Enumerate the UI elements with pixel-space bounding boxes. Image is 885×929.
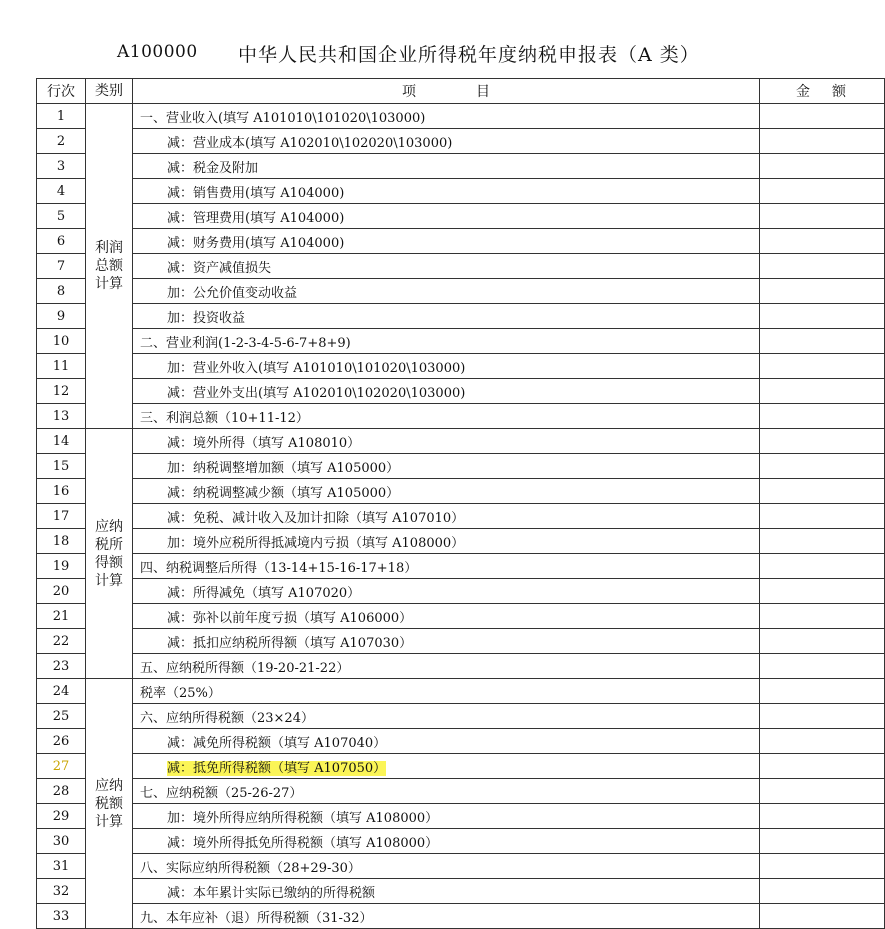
row-item-text: 减：财务费用(填写 A104000) bbox=[167, 235, 345, 251]
table-row bbox=[37, 829, 885, 854]
row-item bbox=[133, 304, 760, 329]
row-item-text: 税率（25%） bbox=[140, 685, 221, 701]
row-number: 12 bbox=[37, 379, 86, 404]
amount-cell[interactable] bbox=[760, 429, 885, 454]
amount-cell[interactable] bbox=[760, 304, 885, 329]
row-number: 2 bbox=[37, 129, 86, 154]
row-item bbox=[133, 354, 760, 379]
row-item bbox=[133, 629, 760, 654]
row-item bbox=[133, 854, 760, 879]
row-number: 7 bbox=[37, 254, 86, 279]
tax-return-table bbox=[36, 78, 885, 929]
category-cell bbox=[86, 429, 133, 679]
table-row bbox=[37, 804, 885, 829]
amount-cell[interactable] bbox=[760, 379, 885, 404]
row-number: 5 bbox=[37, 204, 86, 229]
row-item bbox=[133, 279, 760, 304]
row-item bbox=[133, 704, 760, 729]
row-number: 9 bbox=[37, 304, 86, 329]
table-row bbox=[37, 204, 885, 229]
table-row bbox=[37, 554, 885, 579]
row-item-text: 减：抵免所得税额（填写 A107050） bbox=[167, 760, 387, 776]
row-item-text: 减：免税、减计收入及加计扣除（填写 A107010） bbox=[167, 510, 465, 526]
row-number: 26 bbox=[37, 729, 86, 754]
row-item-text: 二、营业利润(1-2-3-4-5-6-7+8+9) bbox=[140, 335, 351, 351]
row-item-text: 三、利润总额（10+11-12） bbox=[140, 410, 309, 426]
row-number: 10 bbox=[37, 329, 86, 354]
table-row bbox=[37, 429, 885, 454]
row-number: 1 bbox=[37, 104, 86, 129]
table-row bbox=[37, 754, 885, 779]
row-item bbox=[133, 429, 760, 454]
amount-cell[interactable] bbox=[760, 179, 885, 204]
amount-cell[interactable] bbox=[760, 404, 885, 429]
row-item bbox=[133, 604, 760, 629]
row-item-text: 加：公允价值变动收益 bbox=[167, 285, 298, 301]
form-name: 中华人民共和国企业所得税年度纳税申报表（A 类） bbox=[238, 44, 700, 66]
table-row bbox=[37, 779, 885, 804]
row-number: 8 bbox=[37, 279, 86, 304]
table-row bbox=[37, 904, 885, 929]
row-item bbox=[133, 579, 760, 604]
table-row bbox=[37, 104, 885, 129]
row-item-text: 减：营业成本(填写 A102010\102020\103000) bbox=[167, 135, 453, 151]
amount-cell[interactable] bbox=[760, 329, 885, 354]
amount-cell[interactable] bbox=[760, 704, 885, 729]
table-row bbox=[37, 729, 885, 754]
row-item bbox=[133, 254, 760, 279]
row-item-text: 减：税金及附加 bbox=[167, 160, 259, 176]
row-item-text: 一、营业收入(填写 A101010\101020\103000) bbox=[140, 110, 426, 126]
amount-cell[interactable] bbox=[760, 754, 885, 779]
row-item-text: 七、应纳税额（25-26-27） bbox=[140, 785, 303, 801]
row-item-text: 九、本年应补（退）所得税额（31-32） bbox=[140, 910, 373, 926]
row-item bbox=[133, 679, 760, 704]
row-item bbox=[133, 379, 760, 404]
row-number: 25 bbox=[37, 704, 86, 729]
table-row bbox=[37, 154, 885, 179]
row-number: 11 bbox=[37, 354, 86, 379]
table-row bbox=[37, 454, 885, 479]
table-row bbox=[37, 254, 885, 279]
amount-cell[interactable] bbox=[760, 154, 885, 179]
row-item-text: 加：投资收益 bbox=[167, 310, 246, 326]
amount-cell[interactable] bbox=[760, 854, 885, 879]
form-title bbox=[0, 38, 833, 70]
row-item-text: 减：销售费用(填写 A104000) bbox=[167, 185, 345, 201]
category-cell bbox=[86, 679, 133, 929]
row-item-text: 减：管理费用(填写 A104000) bbox=[167, 210, 345, 226]
table-row bbox=[37, 629, 885, 654]
row-number: 6 bbox=[37, 229, 86, 254]
row-number: 29 bbox=[37, 804, 86, 829]
category-label-line: 税所 bbox=[95, 536, 123, 553]
row-number: 33 bbox=[37, 904, 86, 929]
row-number: 22 bbox=[37, 629, 86, 654]
amount-cell[interactable] bbox=[760, 254, 885, 279]
form-code: A100000 bbox=[117, 42, 198, 62]
amount-cell[interactable] bbox=[760, 904, 885, 929]
table-row bbox=[37, 504, 885, 529]
amount-cell[interactable] bbox=[760, 504, 885, 529]
row-item bbox=[133, 829, 760, 854]
row-number: 24 bbox=[37, 679, 86, 704]
row-item bbox=[133, 754, 760, 779]
amount-cell[interactable] bbox=[760, 629, 885, 654]
row-item bbox=[133, 229, 760, 254]
row-item-text: 加：境外应税所得抵减境内亏损（填写 A108000） bbox=[167, 535, 465, 551]
row-number: 14 bbox=[37, 429, 86, 454]
row-item bbox=[133, 804, 760, 829]
table-row bbox=[37, 479, 885, 504]
row-number: 27 bbox=[37, 754, 86, 779]
amount-cell[interactable] bbox=[760, 454, 885, 479]
row-number: 17 bbox=[37, 504, 86, 529]
category-label-line: 计算 bbox=[95, 813, 123, 830]
row-number: 21 bbox=[37, 604, 86, 629]
category-label-line: 应纳 bbox=[95, 777, 123, 794]
table-row bbox=[37, 654, 885, 679]
row-item-text: 减：本年累计实际已缴纳的所得税额 bbox=[167, 885, 376, 901]
row-item-text: 六、应纳所得税额（23×24） bbox=[140, 710, 314, 726]
amount-cell[interactable] bbox=[760, 579, 885, 604]
row-item bbox=[133, 404, 760, 429]
row-item bbox=[133, 729, 760, 754]
category-label-line: 得额 bbox=[95, 554, 123, 571]
table-header-row bbox=[37, 79, 885, 104]
category-label-line: 应纳 bbox=[95, 518, 123, 535]
amount-cell[interactable] bbox=[760, 829, 885, 854]
row-item bbox=[133, 479, 760, 504]
row-item-text: 加：境外所得应纳所得税额（填写 A108000） bbox=[167, 810, 439, 826]
row-item-text: 四、纳税调整后所得（13-14+15-16-17+18） bbox=[140, 560, 418, 576]
row-item bbox=[133, 554, 760, 579]
row-number: 16 bbox=[37, 479, 86, 504]
table-row bbox=[37, 579, 885, 604]
amount-cell[interactable] bbox=[760, 779, 885, 804]
table-row bbox=[37, 379, 885, 404]
row-number: 31 bbox=[37, 854, 86, 879]
row-item-text: 减：境外所得（填写 A108010） bbox=[167, 435, 361, 451]
table-row bbox=[37, 304, 885, 329]
row-item bbox=[133, 904, 760, 929]
table-row bbox=[37, 129, 885, 154]
row-item bbox=[133, 179, 760, 204]
category-label-line: 利润 bbox=[95, 240, 123, 256]
table-row bbox=[37, 404, 885, 429]
row-item bbox=[133, 104, 760, 129]
amount-cell[interactable] bbox=[760, 204, 885, 229]
row-item bbox=[133, 329, 760, 354]
amount-cell[interactable] bbox=[760, 879, 885, 904]
category-label-line: 税额 bbox=[95, 795, 123, 812]
category-label-line: 计算 bbox=[95, 572, 123, 589]
row-item-text: 减：所得减免（填写 A107020） bbox=[167, 585, 361, 601]
amount-cell[interactable] bbox=[760, 804, 885, 829]
row-item-text: 减：弥补以前年度亏损（填写 A106000） bbox=[167, 610, 413, 626]
row-number: 19 bbox=[37, 554, 86, 579]
row-number: 15 bbox=[37, 454, 86, 479]
table-row bbox=[37, 354, 885, 379]
table-row bbox=[37, 179, 885, 204]
row-item bbox=[133, 529, 760, 554]
amount-cell[interactable] bbox=[760, 554, 885, 579]
amount-cell[interactable] bbox=[760, 729, 885, 754]
row-item bbox=[133, 879, 760, 904]
row-item-text: 减：抵扣应纳税所得额（填写 A107030） bbox=[167, 635, 413, 651]
row-number: 28 bbox=[37, 779, 86, 804]
row-number: 13 bbox=[37, 404, 86, 429]
header-row-number: 行次 bbox=[37, 79, 86, 104]
row-item-text: 减：境外所得抵免所得税额（填写 A108000） bbox=[167, 835, 439, 851]
category-label-line: 计算 bbox=[95, 276, 123, 292]
table-row bbox=[37, 329, 885, 354]
row-item bbox=[133, 504, 760, 529]
amount-cell[interactable] bbox=[760, 654, 885, 679]
row-number: 23 bbox=[37, 654, 86, 679]
row-item-text: 减：纳税调整减少额（填写 A105000） bbox=[167, 485, 400, 501]
amount-cell[interactable] bbox=[760, 104, 885, 129]
table-row bbox=[37, 879, 885, 904]
header-item: 项目 bbox=[133, 79, 760, 104]
table-row bbox=[37, 529, 885, 554]
row-item-text: 加：营业外收入(填写 A101010\101020\103000) bbox=[167, 360, 466, 376]
amount-cell[interactable] bbox=[760, 679, 885, 704]
amount-cell[interactable] bbox=[760, 129, 885, 154]
row-number: 4 bbox=[37, 179, 86, 204]
row-item bbox=[133, 154, 760, 179]
amount-cell[interactable] bbox=[760, 529, 885, 554]
row-number: 30 bbox=[37, 829, 86, 854]
row-item-text: 八、实际应纳所得税额（28+29-30） bbox=[140, 860, 361, 876]
table-row bbox=[37, 854, 885, 879]
category-label-line: 总额 bbox=[95, 258, 123, 274]
amount-cell[interactable] bbox=[760, 229, 885, 254]
table-row bbox=[37, 279, 885, 304]
header-amount: 金额 bbox=[760, 79, 885, 104]
row-item bbox=[133, 204, 760, 229]
header-category: 类别 bbox=[86, 79, 133, 104]
row-item-text: 减：营业外支出(填写 A102010\102020\103000) bbox=[167, 385, 466, 401]
row-number: 18 bbox=[37, 529, 86, 554]
table-row bbox=[37, 604, 885, 629]
row-number: 32 bbox=[37, 879, 86, 904]
row-item-text: 加：纳税调整增加额（填写 A105000） bbox=[167, 460, 400, 476]
row-item-text: 五、应纳税所得额（19-20-21-22） bbox=[140, 660, 350, 676]
category-cell bbox=[86, 104, 133, 429]
table-row bbox=[37, 679, 885, 704]
amount-cell[interactable] bbox=[760, 354, 885, 379]
amount-cell[interactable] bbox=[760, 604, 885, 629]
table-row bbox=[37, 229, 885, 254]
amount-cell[interactable] bbox=[760, 279, 885, 304]
row-item bbox=[133, 779, 760, 804]
row-item bbox=[133, 454, 760, 479]
row-number: 20 bbox=[37, 579, 86, 604]
row-item bbox=[133, 654, 760, 679]
row-item bbox=[133, 129, 760, 154]
amount-cell[interactable] bbox=[760, 479, 885, 504]
row-item-text: 减：减免所得税额（填写 A107040） bbox=[167, 735, 387, 751]
table-row bbox=[37, 704, 885, 729]
row-number: 3 bbox=[37, 154, 86, 179]
row-item-text: 减：资产减值损失 bbox=[167, 260, 272, 276]
